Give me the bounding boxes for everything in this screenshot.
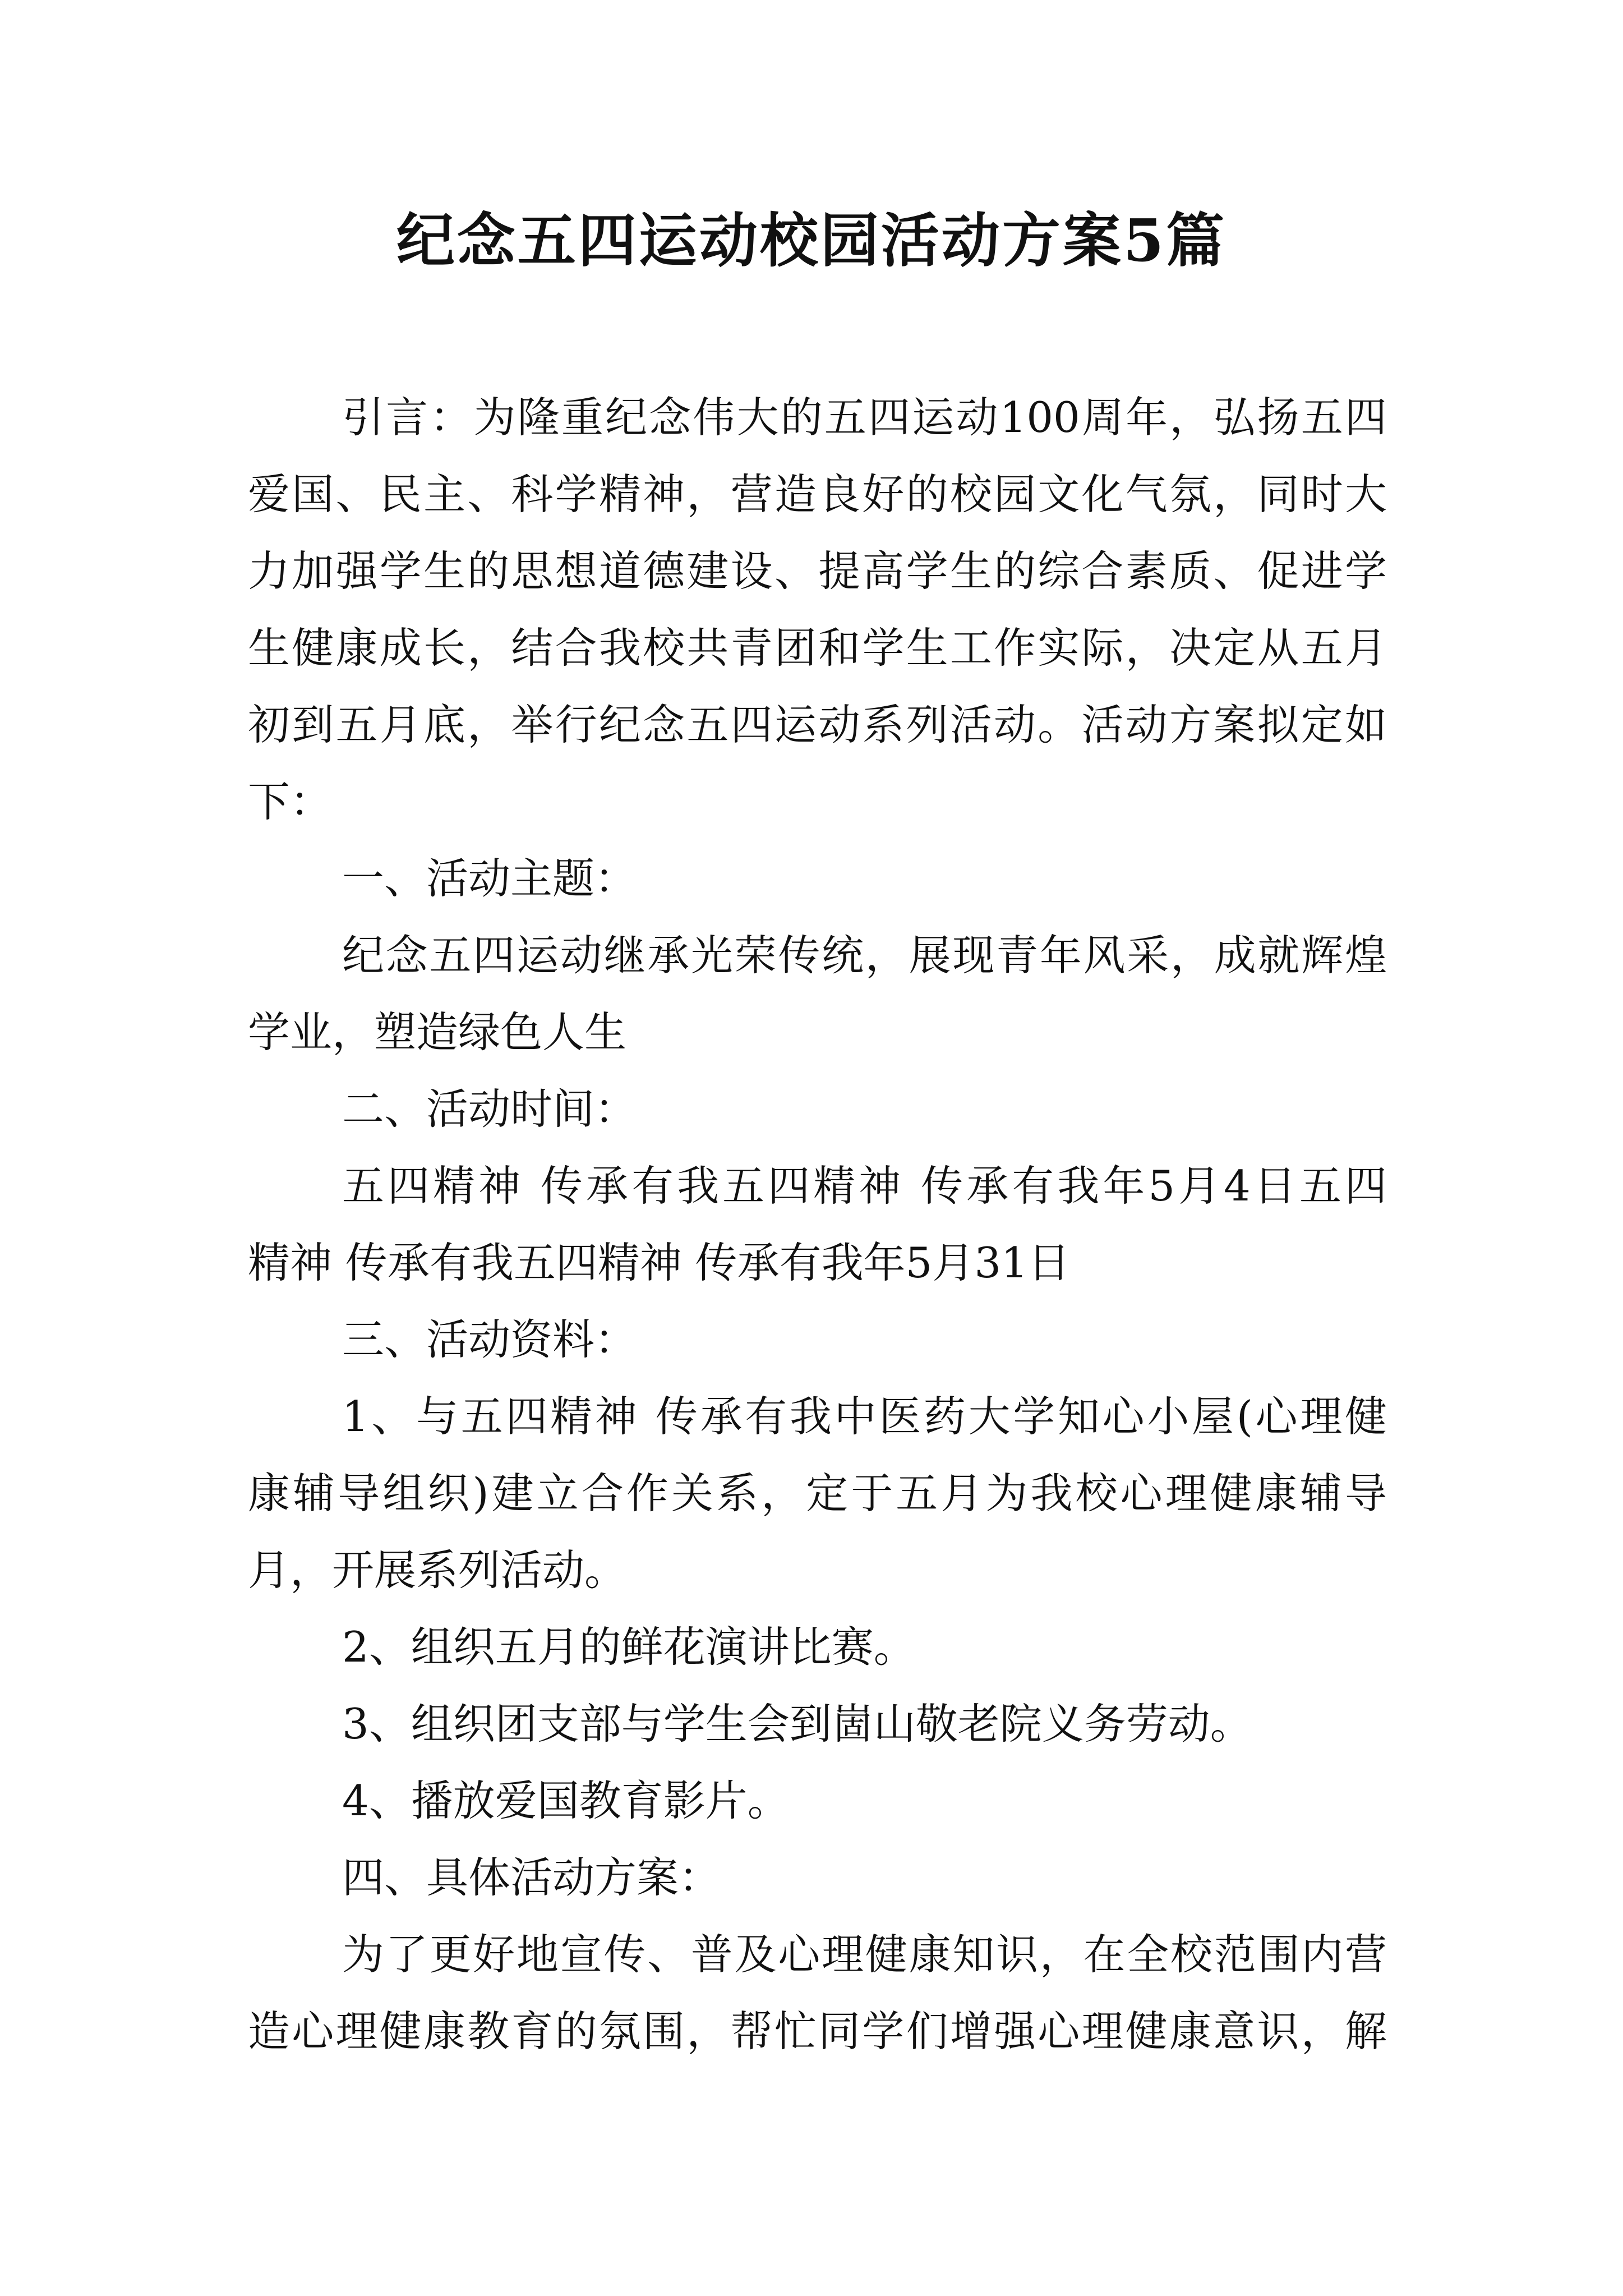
text-line: 精神 传承有我五四精神 传承有我年5月31日 [248, 1238, 1070, 1287]
section-heading-time [248, 1071, 1387, 1148]
text-line: 五四精神 传承有我五四精神 传承有我年5月4日五四 [342, 1161, 1387, 1211]
time-paragraph [248, 1148, 1387, 1301]
text-line: 月，开展系列活动。 [248, 1545, 627, 1595]
text-line: 下： [248, 777, 333, 826]
text-line: 学业，塑造绿色人生 [248, 1007, 627, 1057]
text-line: 2、组织五月的鲜花演讲比赛。 [342, 1622, 916, 1672]
text-line: 纪念五四运动继承光荣传统，展现青年风采，成就辉煌 [342, 931, 1387, 980]
section-heading-content [248, 1301, 1387, 1378]
section-heading-theme [248, 840, 1387, 917]
text-line: 造心理健康教育的氛围，帮忙同学们增强心理健康意识，解 [248, 2007, 1387, 2056]
text-line: 爱国、民主、科学精神，营造良好的校园文化气氛，同时大 [248, 470, 1387, 519]
theme-paragraph [248, 917, 1387, 1071]
document-title: 纪念五四运动校园活动方案5篇 [396, 206, 1227, 275]
content-item-2 [248, 1609, 1387, 1686]
text-line: 1、与五四精神 传承有我中医药大学知心小屋(心理健 [342, 1392, 1387, 1441]
document-body [248, 379, 1387, 2070]
text-line: 四、具体活动方案： [342, 1853, 721, 1902]
text-line: 为了更好地宣传、普及心理健康知识，在全校范围内营 [342, 1930, 1387, 1979]
text-line: 一、活动主题： [342, 854, 637, 903]
content-item-1 [248, 1378, 1387, 1609]
text-line: 3、组织团支部与学生会到崮山敬老院义务劳动。 [342, 1699, 1252, 1749]
text-line: 生健康成长，结合我校共青团和学生工作实际，决定从五月 [248, 623, 1387, 673]
text-line: 4、播放爱国教育影片。 [342, 1776, 790, 1825]
text-line: 初到五月底，举行纪念五四运动系列活动。活动方案拟定如 [248, 700, 1387, 749]
text-line: 力加强学生的思想道德建设、提高学生的综合素质、促进学 [248, 546, 1387, 596]
text-line: 三、活动资料： [342, 1315, 637, 1364]
text-line: 二、活动时间： [342, 1084, 637, 1134]
text-line: 引言：为隆重纪念伟大的五四运动100周年，弘扬五四 [342, 393, 1387, 442]
text-line: 康辅导组织)建立合作关系，定于五月为我校心理健康辅导 [248, 1469, 1387, 1518]
plan-paragraph [248, 1916, 1387, 2070]
section-heading-plan [248, 1839, 1387, 1916]
content-item-4 [248, 1763, 1387, 1839]
intro-paragraph [248, 379, 1387, 840]
content-item-3 [248, 1686, 1387, 1763]
